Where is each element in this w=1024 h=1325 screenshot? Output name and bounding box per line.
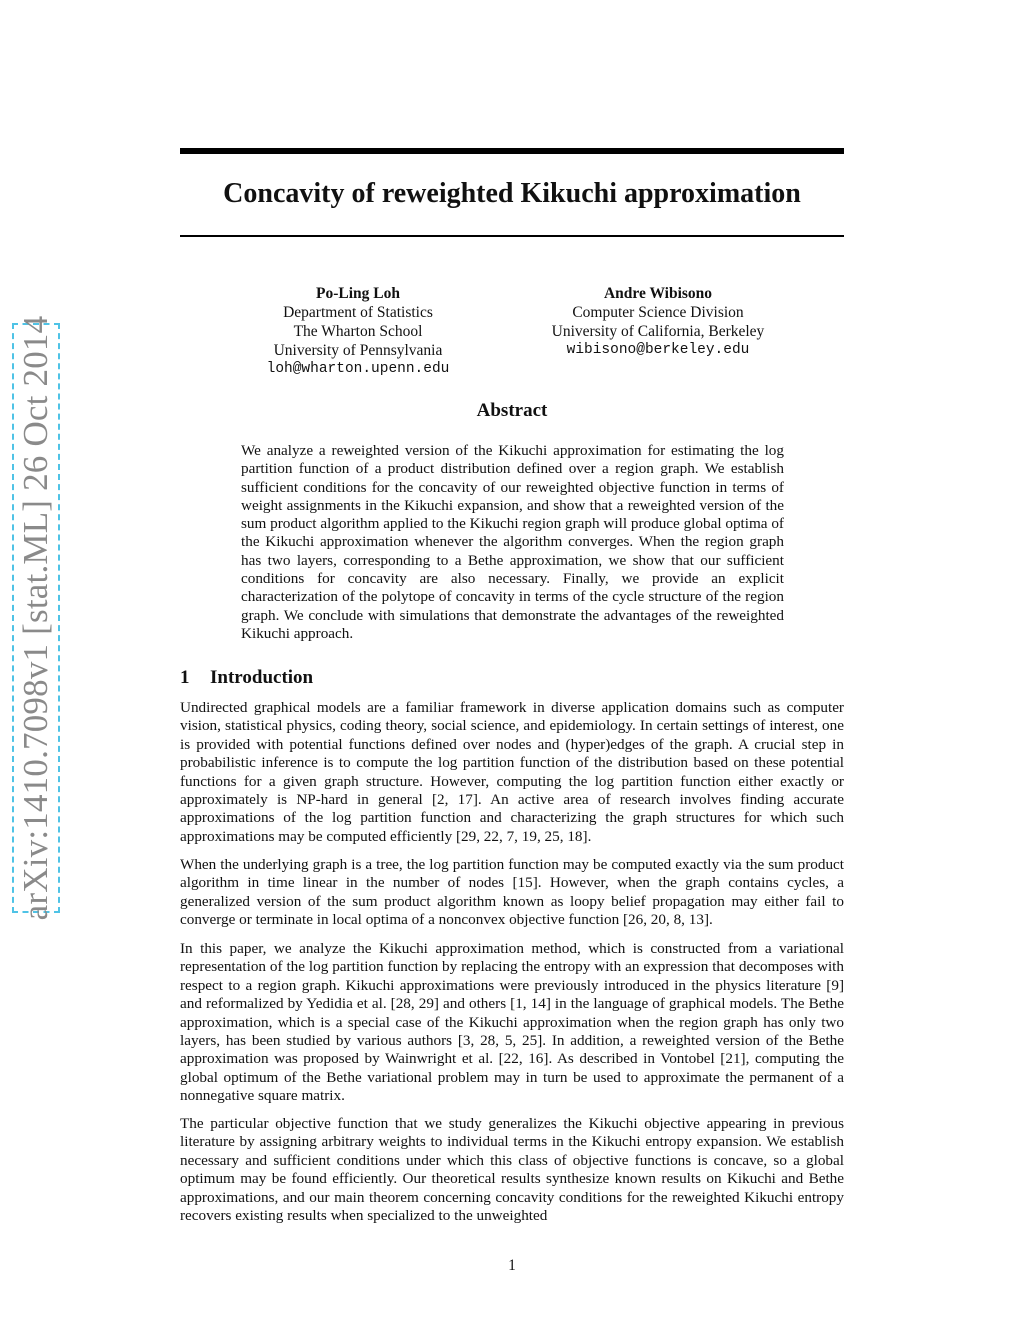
author-block-1 [230,284,486,379]
body-paragraph: Undirected graphical models are a familiar framework in diverse application domains such as computer vision, statistical physics, coding theory, social science, and epidemiology. In certain settings of interest, one is provided with potential functions defined over nodes and (hyper)edges of the graph. A crucial step in probabilistic inference is to compute the log partition function of the distribution based on these potential functions for a given graph structure. However, computing the log partition function either exactly or approximately is NP-hard in general [2, 17]. An active area of research involves finding accurate approximations of the log partition function and characterizing the graph structures for which such approximations may be computed efficiently [29, 22, 7, 19, 25, 18]. [180,699,844,845]
abstract-text: We analyze a reweighted version of the Kikuchi approximation for estimating the log partition function of a product distribution defined over a region graph. We establish sufficient conditions for the concavity of our reweighted objective function in terms of weight assignments in the Kikuchi expansion, and show that a reweighted version of the sum product algorithm applied to the Kikuchi region graph will produce global optima of the Kikuchi approximation whenever the algorithm converges. When the region graph has two layers, corresponding to a Bethe approximation, we show that our sufficient conditions for concavity are also necessary. Finally, we provide an explicit characterization of the polytope of concavity in terms of the cycle structure of the region graph. We conclude with simulations that demonstrate the advantages of the reweighted Kikuchi approach. [241,442,784,642]
author-name: Po-Ling Loh [316,285,400,302]
author-name: Andre Wibisono [603,285,713,302]
section-number: 1 [180,667,190,688]
author-affiliation: The Wharton School [293,323,423,340]
author-email: wibisono@berkeley.edu [566,342,750,358]
arxiv-identifier-stamp: arXiv:1410.7098v1 [stat.ML] 26 Oct 2014 [12,323,60,913]
title-rule-bottom [180,235,844,237]
page-number: 1 [508,1257,516,1274]
body-paragraph: When the underlying graph is a tree, the log partition function may be computed exactly via the sum product algorithm in time linear in the number of nodes [15]. However, when the graph contains cycles, a generalized version of the sum product algorithm known as loopy belief propagation may either fail to converge or terminate in local optima of a nonconvex objective function [26, 20, 8, 13]. [180,856,844,929]
body-paragraph: In this paper, we analyze the Kikuchi approximation method, which is constructed from a variational representation of the log partition function by replacing the entropy with an expression that decomposes with respect to a region graph. Kikuchi approximations were previously introduced in the physics literature [9] and reformalized by Yedidia et al. [28, 29] and others [1, 14] in the language of graphical models. The Bethe approximation, which is a special case of the Kikuchi approximation when the region graph has only two layers, has been studied by various authors [3, 28, 5, 25]. In addition, a reweighted version of the Bethe approximation was proposed by Wainwright et al. [22, 16]. As described in Vontobel [21], computing the global optimum of the Bethe variational problem may in turn be used to approximate the permanent of a nonnegative square matrix. [180,940,844,1105]
author-affiliation: Department of Statistics [283,304,433,321]
author-affiliation: University of Pennsylvania [273,342,443,359]
paper-title: Concavity of reweighted Kikuchi approximation [223,178,801,209]
section-heading [180,667,313,689]
author-affiliation: University of California, Berkeley [551,323,765,340]
author-block-2 [530,284,786,360]
title-rule-top [180,148,844,154]
author-email: loh@wharton.upenn.edu [266,361,450,377]
section-title: Introduction [210,667,314,688]
author-affiliation: Computer Science Division [572,304,744,321]
body-paragraph: The particular objective function that we study generalizes the Kikuchi objective appearing in previous literature by assigning arbitrary weights to individual terms in the Kikuchi entropy expansion. We establish necessary and sufficient conditions under which this class of objective functions is concave, so a global optimum may be found efficiently. Our theoretical results synthesize known results on Kikuchi and Bethe approximations, and our main theorem concerning concavity conditions for the reweighted Kikuchi entropy recovers existing results when specialized to the unweighted [180,1115,844,1225]
abstract-heading: Abstract [476,400,548,421]
